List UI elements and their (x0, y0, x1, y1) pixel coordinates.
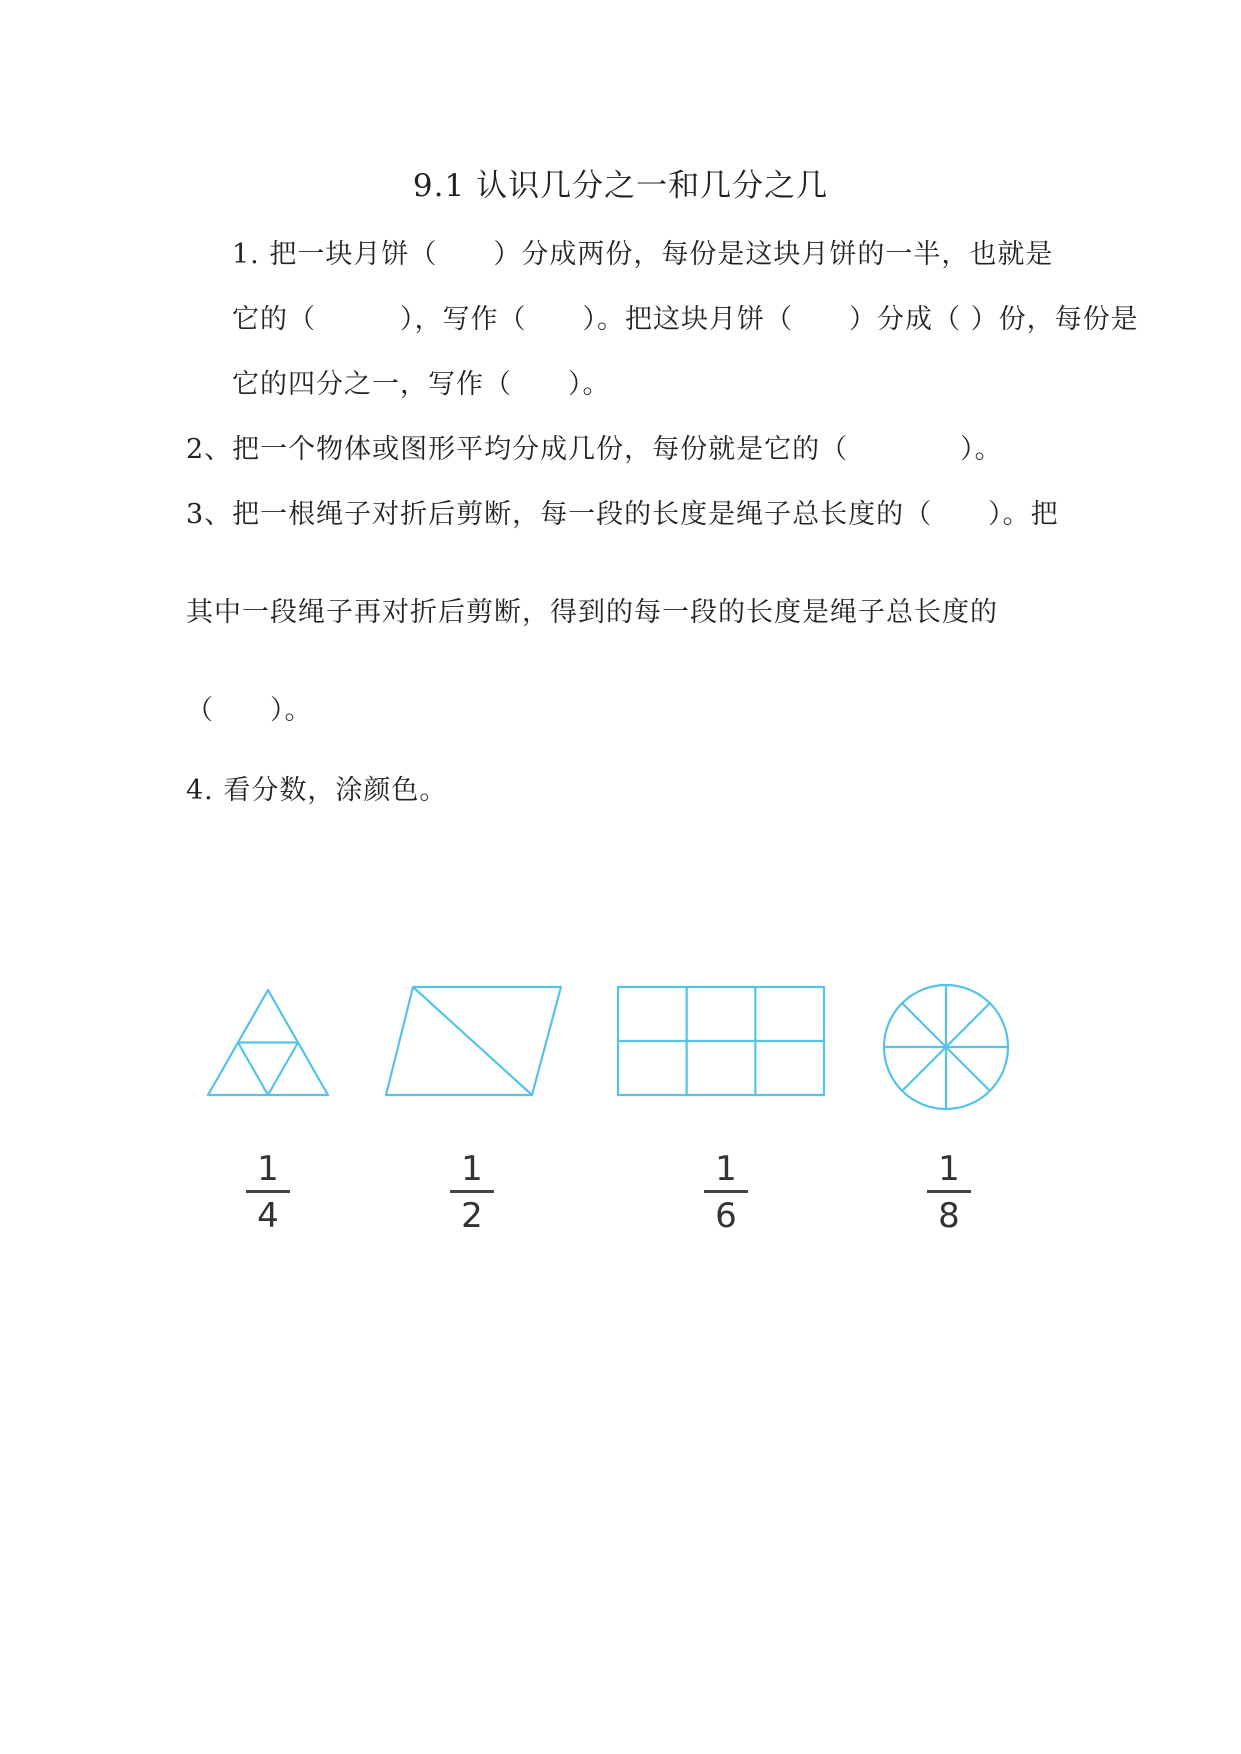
numerator: 1 (257, 1149, 279, 1189)
denominator: 2 (461, 1196, 483, 1236)
question-3-line-2: 其中一段绳子再对折后剪断，得到的每一段的长度是绳子总长度的 (186, 597, 998, 628)
question-4: 4. 看分数，涂颜色。 (186, 775, 448, 806)
fraction-label-3 (686, 1150, 766, 1235)
question-1-line-3: 它的四分之一，写作（ ）。 (232, 369, 611, 400)
question-3-line-1: 3、把一根绳子对折后剪断，每一段的长度是绳子总长度的（ ）。把 (186, 499, 1059, 530)
question-2: 2、把一个物体或图形平均分成几份，每份就是它的（ ）。 (186, 434, 1003, 465)
parallelogram-diagonal (413, 987, 532, 1095)
numerator: 1 (461, 1149, 483, 1189)
fraction-bar (704, 1190, 748, 1193)
fraction-bar (450, 1190, 494, 1193)
fraction-label-1 (228, 1150, 308, 1235)
denominator: 4 (257, 1196, 279, 1236)
denominator: 8 (938, 1196, 960, 1236)
fraction-label-4 (909, 1150, 989, 1235)
question-1-line-2: 它的（ ），写作（ ）。把这块月饼（ ）分成（ ）份，每份是 (232, 304, 1139, 335)
triangle-inner-lines (238, 1043, 298, 1096)
fraction-bar (246, 1190, 290, 1193)
question-3-line-3: （ ）。 (186, 695, 313, 726)
page-title: 9.1 认识几分之一和几分之几 (412, 168, 829, 204)
fraction-label-2 (432, 1150, 512, 1235)
question-1-line-1: 1. 把一块月饼（ ）分成两份，每份是这块月饼的一半，也就是 (232, 239, 1054, 270)
denominator: 6 (715, 1196, 737, 1236)
numerator: 1 (938, 1149, 960, 1189)
fraction-bar (927, 1190, 971, 1193)
numerator: 1 (715, 1149, 737, 1189)
